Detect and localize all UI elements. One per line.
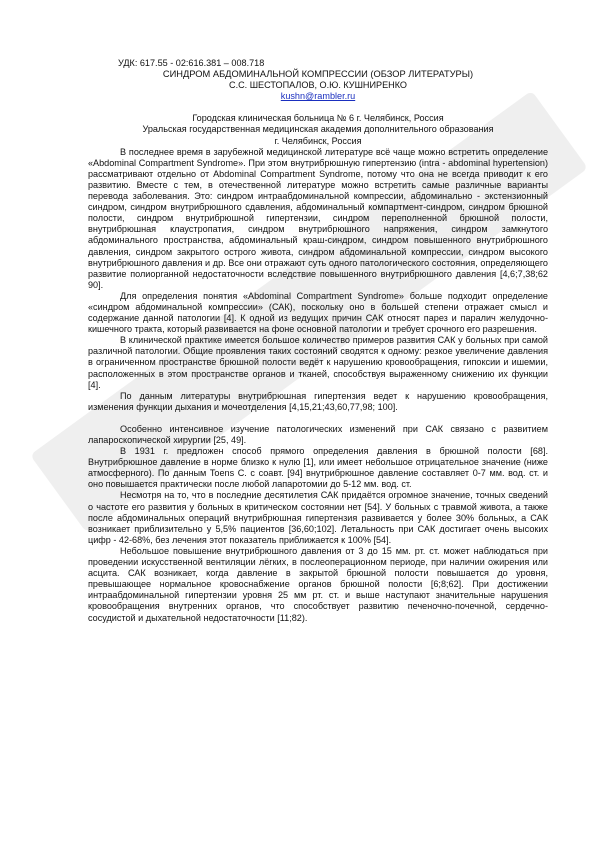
author-email bbox=[88, 91, 548, 102]
paragraph: Особенно интенсивное изучение патологических изменений при САК связано с развитием лапароскопической хирургии [25, 49]. bbox=[88, 423, 548, 445]
paragraph: Небольшое повышение внутрибрюшного давления от 3 до 15 мм. рт. ст. может наблюдаться при проведении искусственной вентиляции лёгких, в послеоперационном периоде, при наличии ожирения или асцита. САК возникает, когда давление в закрытой брюшной полости повышается до уровня, превышающее нормальное кровоснабжение органов брюшной полости [6;8;62]. При достижении интраабдоминальной гипертензии уровня 25 мм рт. ст. и выше наступают значительные нарушения кровообращения внутренних органов, что способствует развитию печеночно-почечной, сердечно-сосудистой и дыхательной недостаточности [11;82). bbox=[88, 545, 548, 623]
udk-code: УДК: 617.55 - 02:616.381 – 008.718 bbox=[118, 58, 265, 68]
paragraph: В 1931 г. предложен способ прямого определения давления в брюшной полости [68]. Внутрибрюшное давление в норме близко к нулю [1], или имеет небольшое отрицательное значение (ниже атмосферного). По данным Toens C. с соавт. [94] внутрибрюшное давление составляет 0-7 мм. вод. ст. и оно повышается практически после любой лапаротомии до 5-12 мм. вод. ст. bbox=[88, 446, 548, 490]
paragraph: Несмотря на то, что в последние десятилетия САК придаётся огромное значение, точных сведений о частоте его развития у больных в критическом состоянии нет [54]. У больных с травмой живота, а также после абдоминальных операций внутрибрюшная гипертензия развивается у более 30% больных, а САК возникает приблизительно у 5,5% пациентов [36,60;102]. Летальность при САК достигает очень высоких цифр - 42-68%, без лечения этот показатель приближается к 100% [54]. bbox=[88, 490, 548, 545]
paragraph: В последнее время в зарубежной медицинской литературе всё чаще можно встретить определение «Abdominal Compartment Syndrome». При этом внутрибрюшную гипертензию (intra - abdominal hypertension) рассматривают отдельно от Abdominal Compartment Syndrome, потому что она не всегда приводит к его развитию. Вместе с тем, в отечественной литературе можно встретить самые различные варианты перевода заболевания. Это: синдром интраабдоминальной компрессии, абдоминально - экстензионный синдром, синдром внутрибрюшного сдавления, абдоминальный компартмент-синдром, синдром брюшной полости, синдром внутрибрюшной гипертензии, синдром переполненной брюшной полости, внутрибрюшная клаустропатия, синдром внутрибрюшного напряжения, синдром замкнутого абдоминального пространства, абдоминальный краш-синдром, синдром повышенного внутрибрюшного давления, синдром закрытого острого живота, синдром абдоминальной компрессии, синдром высокого внутрибрюшного давления и др. Все они отражают суть одного патологического состояния, определяющего развитие полиорганной недостаточности вследствие повышенного внутрибрюшного давления [4,6;7,38;62 90]. bbox=[88, 146, 548, 290]
header-spacer bbox=[88, 102, 548, 113]
affiliation-hospital: Городская клиническая больница № 6 г. Челябинск, Россия bbox=[192, 113, 444, 124]
paragraph: Для определения понятия «Abdominal Compartment Syndrome» больше подходит определение «синдром абдоминальной компрессии» (САК), поскольку оно в большей степени отражает смысл и содержание данной патологии [4]. К одной из ведущих причин САК относят парез и паралич желудочно-кишечного тракта, который развивается на фоне основной патологии и требует срочного его разрешения. bbox=[88, 290, 548, 335]
affiliation-city: г. Челябинск, Россия bbox=[274, 135, 362, 146]
paragraph-gap bbox=[88, 413, 548, 424]
paragraph: В клинической практике имеется большое количество примеров развития САК у больных при самой различной патологии. Общие проявления таких состояний сводятся к одному: резкое увеличение давления в ограниченном пространстве брюшной полости ведёт к нарушению кровообращения, гипоксии и ишемии, расположенных в этом пространстве органов и тканей, способствуя выраженному снижению их функции [4]. bbox=[88, 335, 548, 390]
authors: С.С. ШЕСТОПАЛОВ, О.Ю. КУШНИРЕНКО bbox=[229, 80, 407, 91]
affiliation-academy: Уральская государственная медицинская академия дополнительного образования bbox=[142, 124, 494, 135]
author-email-link[interactable]: kushn@rambler.ru bbox=[280, 91, 356, 102]
article-title: СИНДРОМ АБДОМИНАЛЬНОЙ КОМПРЕССИИ (ОБЗОР ЛИТЕРАТУРЫ) bbox=[162, 69, 474, 80]
paragraph: По данным литературы внутрибрюшная гипертензия ведет к нарушению кровообращения, изменения функции дыхания и мочеотделения [4,15,21;43,60,77,98; 100]. bbox=[88, 390, 548, 412]
article-body bbox=[88, 58, 548, 624]
